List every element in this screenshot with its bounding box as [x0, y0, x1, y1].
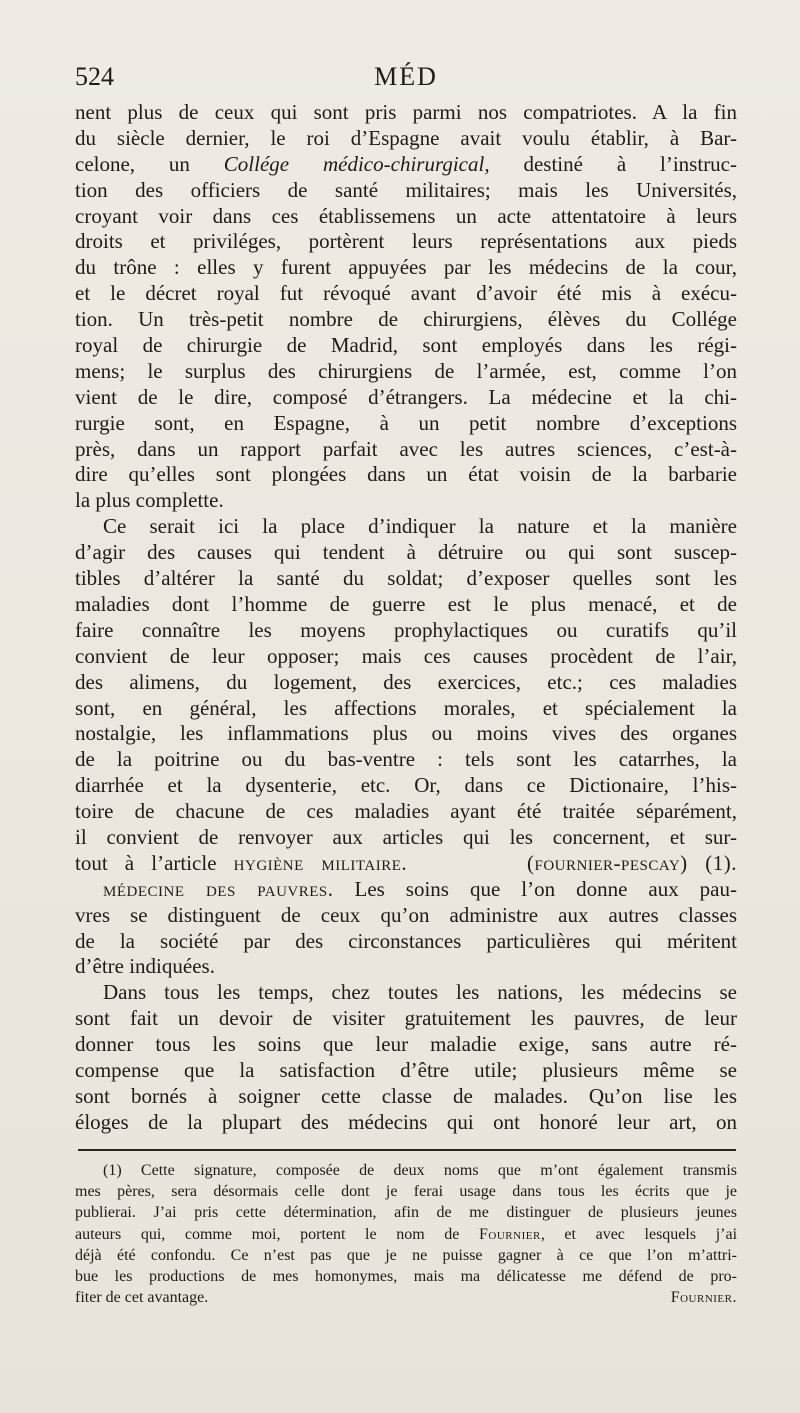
footnote-line: publierai. J’ai pris cette détermination, afin de me distinguer de plusieurs jeunes [75, 1204, 737, 1222]
text-line: du siècle dernier, le roi d’Espagne avait voulu établir, à Bar- [75, 125, 737, 150]
text-line: de la poitrine ou du bas-ventre : tels sont les catarrhes, la [75, 747, 737, 772]
text-line: toire de chacune de ces maladies ayant été traitée séparément, [75, 799, 737, 824]
footnote-divider [78, 1149, 736, 1151]
text-line: royal de chirurgie de Madrid, sont employés dans les régi- [75, 333, 737, 358]
text-line: croyant voir dans ces établissemens un acte attentatoire à leurs [75, 203, 737, 228]
running-head: MÉD [374, 62, 438, 91]
text-line: droits et priviléges, portèrent leurs représentations aux pieds [75, 229, 737, 254]
text-line: celone, un Collége médico-chirurgical, destiné à l’instruc- [75, 151, 737, 176]
text-line: médecine des pauvres. Les soins que l’on donne aux pau- [103, 876, 737, 901]
text-line: d’agir des causes qui tendent à détruire ou qui sont suscep- [75, 540, 737, 565]
footnote-line: fiter de cet avantage. Fournier. [75, 1287, 737, 1308]
footnote-line: bue les productions de mes homonymes, mais ma délicatesse me défend de pro- [75, 1267, 737, 1285]
text-line: maladies dont l’homme de guerre est le plus menacé, et de [75, 591, 737, 616]
text-line: du trône : elles y furent appuyées par les médecins de la cour, [75, 255, 737, 280]
footnote-line: auteurs qui, comme moi, portent le nom de Fournier, et avec lesquels j’ai [75, 1225, 737, 1243]
text-line: sont, en général, les affections morales, et spécialement la [75, 695, 737, 720]
text-line: des alimens, du logement, des exercices, etc.; ces maladies [75, 669, 737, 694]
text-line: et le décret royal fut révoqué avant d’avoir été mis à exécu- [75, 281, 737, 306]
text-line: Ce serait ici la place d’indiquer la nature et la manière [103, 514, 737, 539]
text-line: tion des officiers de santé militaires; mais les Universités, [75, 177, 737, 202]
text-line: convient de leur opposer; mais ces causes procèdent de l’air, [75, 643, 737, 668]
text-line: donner tous les soins que leur maladie exige, sans autre ré- [75, 1032, 737, 1057]
text-line: tout à l’article hygiène militaire. (fournier-pescay) (1). [75, 850, 737, 875]
text-line: nent plus de ceux qui sont pris parmi nos compatriotes. A la fin [75, 100, 737, 124]
text-line: rurgie sont, en Espagne, à un petit nombre d’exceptions [75, 410, 737, 435]
text-line: tibles d’altérer la santé du soldat; d’exposer quelles sont les [75, 566, 737, 591]
text-line: faire connaître les moyens prophylactiques ou curatifs qu’il [75, 617, 737, 642]
author-name: Fournier [479, 1225, 541, 1243]
text-line: mens; le surplus des chirurgiens de l’armée, est, comme l’on [75, 358, 737, 383]
page-number: 524 [75, 62, 114, 91]
text-line: sont bornés à soigner cette classe de malades. Qu’on lise les [75, 1083, 737, 1108]
page-header [75, 62, 737, 96]
text-line: il convient de renvoyer aux articles qui les concernent, et sur- [75, 824, 737, 849]
main-text [75, 100, 737, 1136]
footnote-signature: Fournier. [670, 1289, 737, 1307]
text-line: dire qu’elles sont plongées dans un état voisin de la barbarie [75, 462, 737, 487]
text-line: sont fait un devoir de visiter gratuitement les pauvres, de leur [75, 1006, 737, 1031]
footnote-line: (1) Cette signature, composée de deux noms que m’ont également transmis [103, 1162, 737, 1179]
text-line: compense que la satisfaction d’être utile; plusieurs même se [75, 1057, 737, 1082]
text-line: tion. Un très-petit nombre de chirurgiens, élèves du Collége [75, 307, 737, 332]
italic-term: Collége médico-chirurgical [223, 151, 485, 176]
text-line: diarrhée et la dysenterie, etc. Or, dans ce Dictionaire, l’his- [75, 773, 737, 798]
text-line: vient de le dire, composé d’étrangers. La médecine et la chi- [75, 384, 737, 409]
footnote-line: déjà été confondu. Ce n’est pas que je ne puisse gagner à ce que l’on m’attri- [75, 1246, 737, 1264]
text-line: la plus complette. [75, 488, 224, 513]
text-line: près, dans un rapport parfait avec les autres sciences, c’est-à- [75, 436, 737, 461]
text-line: vres se distinguent de ceux qu’on administre aux autres classes [75, 902, 737, 927]
footnote-line: mes pères, sera désormais celle dont je ferai usage dans tous les écrits que je [75, 1183, 737, 1201]
text-line: d’être indiquées. [75, 954, 215, 979]
text-line: nostalgie, les inflammations plus ou moins vives des organes [75, 721, 737, 746]
author-signature: (fournier-pescay) (1). [527, 850, 737, 875]
text-line: Dans tous les temps, chez toutes les nations, les médecins se [103, 980, 737, 1005]
cross-reference: hygiène militaire. [233, 850, 408, 875]
footnote [75, 1160, 737, 1308]
text-line: éloges de la plupart des médecins qui ont honoré leur art, on [75, 1109, 737, 1134]
text-line: de la société par des circonstances particulières qui méritent [75, 928, 737, 953]
entry-heading: médecine des pauvres. [103, 876, 334, 901]
